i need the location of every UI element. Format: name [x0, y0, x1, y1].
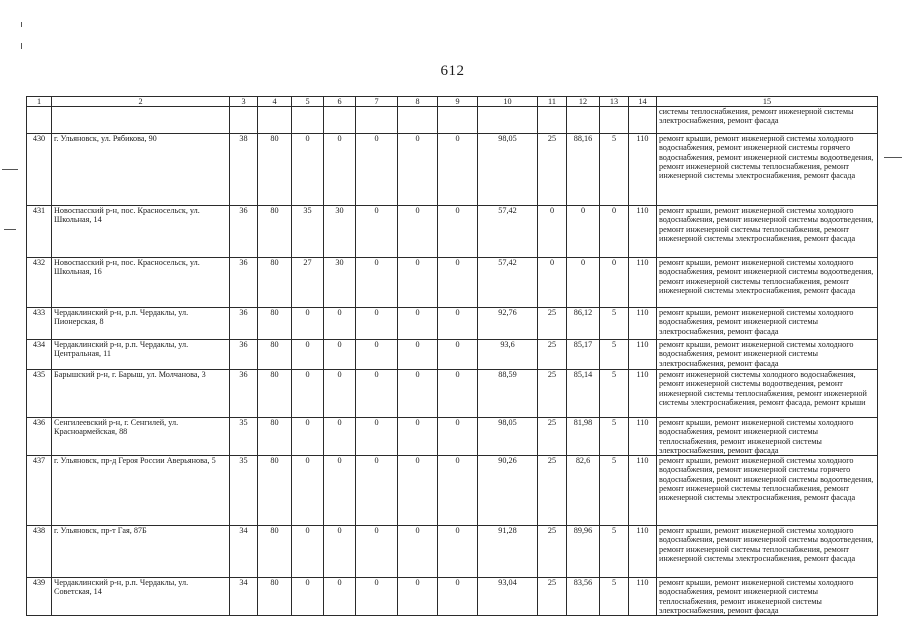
value-cell-c14: 110 — [629, 578, 657, 616]
work-description: ремонт инженерной системы холодного водоснабжения, ремонт инженерной системы водоотведения, ремонт инженерной системы теплоснабжения, ремонт инженерной системы электроснабжения, ремонт фасада, ремонт крыши — [657, 370, 878, 418]
value-cell-c9: 0 — [438, 526, 478, 578]
value-cell-c4: 80 — [258, 418, 292, 456]
value-cell-c12: 83,56 — [567, 578, 600, 616]
address-cell: Новоспасский р-н, пос. Красносельск, ул. Школьная, 16 — [52, 258, 230, 308]
value-cell-c5: 0 — [292, 308, 324, 340]
value-cell-c8: 0 — [398, 526, 438, 578]
value-cell-c5: 0 — [292, 456, 324, 526]
value-cell-c7: 0 — [356, 308, 398, 340]
value-cell-c14: 110 — [629, 418, 657, 456]
work-description: ремонт крыши, ремонт инженерной системы холодного водоснабжения, ремонт инженерной системы водоотведения, ремонт инженерной системы теплоснабжения, ремонт инженерной системы электроснабжения, ремонт фасада — [657, 206, 878, 258]
value-cell-c3: 35 — [230, 456, 258, 526]
value-cell-c3: 36 — [230, 370, 258, 418]
value-cell-c11: 25 — [538, 526, 567, 578]
value-cell-c6: 0 — [324, 370, 356, 418]
work-description: ремонт крыши, ремонт инженерной системы холодного водоснабжения, ремонт инженерной системы электроснабжения, ремонт фасада — [657, 340, 878, 370]
value-cell-c8: 0 — [398, 340, 438, 370]
value-cell-c3: 36 — [230, 308, 258, 340]
column-number-8: 8 — [398, 97, 438, 107]
value-cell-c8: 0 — [398, 258, 438, 308]
value-cell-c4: 80 — [258, 340, 292, 370]
scan-mark — [2, 169, 18, 170]
scan-mark — [21, 22, 22, 27]
value-cell-c12: 89,96 — [567, 526, 600, 578]
value-cell-c7: 0 — [356, 258, 398, 308]
value-cell-c12: 0 — [567, 258, 600, 308]
value-cell-c14: 110 — [629, 134, 657, 206]
work-description: ремонт крыши, ремонт инженерной системы холодного водоснабжения, ремонт инженерной системы водоотведения, ремонт инженерной системы теплоснабжения, ремонт инженерной системы электроснабжения, ремонт фасада — [657, 526, 878, 578]
column-number-15: 15 — [657, 97, 878, 107]
page-number: 612 — [440, 63, 465, 79]
value-cell-c12: 86,12 — [567, 308, 600, 340]
value-cell-c9: 0 — [438, 456, 478, 526]
value-cell-c4: 80 — [258, 370, 292, 418]
work-description: ремонт крыши, ремонт инженерной системы холодного водоснабжения, ремонт инженерной системы горячего водоснабжения, ремонт инженерной системы водоотведения, ремонт инженерной системы теплоснабжения, ремонт инженерной системы электроснабжения, ремонт фасада — [657, 456, 878, 526]
value-cell-c13: 0 — [600, 258, 629, 308]
value-cell-c7: 0 — [356, 578, 398, 616]
column-number-10: 10 — [478, 97, 538, 107]
row-number: 438 — [27, 526, 52, 578]
value-cell-c11: 25 — [538, 340, 567, 370]
work-description: ремонт крыши, ремонт инженерной системы холодного водоснабжения, ремонт инженерной системы водоотведения, ремонт инженерной системы теплоснабжения, ремонт инженерной системы электроснабжения, ремонт фасада — [657, 258, 878, 308]
value-cell-c4: 80 — [258, 456, 292, 526]
value-cell-c13: 5 — [600, 456, 629, 526]
row-number: 436 — [27, 418, 52, 456]
value-cell-c12: 88,16 — [567, 134, 600, 206]
value-cell-c5: 0 — [292, 370, 324, 418]
address-cell: Новоспасский р-н, пос. Красносельск, ул. Школьная, 14 — [52, 206, 230, 258]
address-cell: Чердаклинский р-н, р.п. Чердаклы, ул. Пионерская, 8 — [52, 308, 230, 340]
value-cell-c6: 0 — [324, 456, 356, 526]
value-cell-c13: 5 — [600, 578, 629, 616]
address-cell: г. Ульяновск, пр-д Героя России Аверьянова, 5 — [52, 456, 230, 526]
column-number-5: 5 — [292, 97, 324, 107]
value-cell-c5: 0 — [292, 134, 324, 206]
value-cell-c3: 34 — [230, 526, 258, 578]
row-number: 435 — [27, 370, 52, 418]
value-cell-c8: 0 — [398, 418, 438, 456]
value-cell-c6: 0 — [324, 418, 356, 456]
address-cell: Сенгилеевский р-н, г. Сенгилей, ул. Красноармейская, 88 — [52, 418, 230, 456]
value-cell-c5: 0 — [292, 418, 324, 456]
row-number: 434 — [27, 340, 52, 370]
value-cell-c14: 110 — [629, 526, 657, 578]
column-number-11: 11 — [538, 97, 567, 107]
value-cell-c4: 80 — [258, 526, 292, 578]
value-cell-c14: 110 — [629, 370, 657, 418]
value-cell-c13: 5 — [600, 418, 629, 456]
table-row — [27, 418, 878, 456]
value-cell-c3: 34 — [230, 578, 258, 616]
column-number-3: 3 — [230, 97, 258, 107]
value-cell-c14: 110 — [629, 340, 657, 370]
address-cell: Барышский р-н, г. Барыш, ул. Молчанова, 3 — [52, 370, 230, 418]
value-cell-c10: 93,04 — [478, 578, 538, 616]
value-cell-c5: 0 — [292, 578, 324, 616]
column-number-12: 12 — [567, 97, 600, 107]
address-cell: г. Ульяновск, ул. Рябикова, 90 — [52, 134, 230, 206]
column-number-14: 14 — [629, 97, 657, 107]
value-cell-c13: 0 — [600, 206, 629, 258]
value-cell-c13: 5 — [600, 370, 629, 418]
value-cell-c9: 0 — [438, 134, 478, 206]
value-cell-c12: 85,14 — [567, 370, 600, 418]
value-cell-c10: 98,05 — [478, 134, 538, 206]
table-row — [27, 578, 878, 616]
value-cell-c8: 0 — [398, 578, 438, 616]
value-cell-c9: 0 — [438, 578, 478, 616]
value-cell-c11: 0 — [538, 258, 567, 308]
value-cell-c9: 0 — [438, 418, 478, 456]
address-cell: Чердаклинский р-н, р.п. Чердаклы, ул. Советская, 14 — [52, 578, 230, 616]
value-cell-c5: 27 — [292, 258, 324, 308]
scan-mark — [21, 43, 22, 49]
value-cell-c9: 0 — [438, 308, 478, 340]
work-description: ремонт крыши, ремонт инженерной системы холодного водоснабжения, ремонт инженерной системы теплоснабжения, ремонт инженерной системы электроснабжения, ремонт фасада — [657, 578, 878, 616]
value-cell-c7: 0 — [356, 206, 398, 258]
value-cell-c8: 0 — [398, 370, 438, 418]
value-cell-c3: 36 — [230, 206, 258, 258]
row-number: 431 — [27, 206, 52, 258]
value-cell-c6: 30 — [324, 206, 356, 258]
value-cell-c6: 30 — [324, 258, 356, 308]
column-number-7: 7 — [356, 97, 398, 107]
row-number: 432 — [27, 258, 52, 308]
value-cell-c9: 0 — [438, 370, 478, 418]
table-row — [27, 206, 878, 258]
value-cell-c11: 25 — [538, 134, 567, 206]
table-row — [27, 258, 878, 308]
scan-mark — [4, 229, 16, 230]
value-cell-c3: 38 — [230, 134, 258, 206]
value-cell-c7: 0 — [356, 370, 398, 418]
value-cell-c8: 0 — [398, 206, 438, 258]
value-cell-c10: 93,6 — [478, 340, 538, 370]
scan-mark — [884, 157, 902, 158]
value-cell-c12: 0 — [567, 206, 600, 258]
value-cell-c11: 25 — [538, 418, 567, 456]
value-cell-c13: 5 — [600, 308, 629, 340]
value-cell-c4: 80 — [258, 578, 292, 616]
value-cell-c4: 80 — [258, 258, 292, 308]
value-cell-c8: 0 — [398, 134, 438, 206]
value-cell-c12: 81,98 — [567, 418, 600, 456]
value-cell-c5: 0 — [292, 526, 324, 578]
column-number-2: 2 — [52, 97, 230, 107]
value-cell-c11: 25 — [538, 308, 567, 340]
value-cell-c14: 110 — [629, 456, 657, 526]
value-cell-c12: 85,17 — [567, 340, 600, 370]
work-description: системы теплоснабжения, ремонт инженерной системы электроснабжения, ремонт фасада — [657, 107, 878, 134]
table-row — [27, 526, 878, 578]
work-description: ремонт крыши, ремонт инженерной системы холодного водоснабжения, ремонт инженерной системы теплоснабжения, ремонт инженерной системы электроснабжения, ремонт фасада — [657, 418, 878, 456]
value-cell-c11: 25 — [538, 456, 567, 526]
value-cell-c14: 110 — [629, 308, 657, 340]
column-number-row — [27, 97, 878, 107]
registry-table — [26, 96, 878, 616]
value-cell-c3: 36 — [230, 340, 258, 370]
column-number-4: 4 — [258, 97, 292, 107]
table-row — [27, 340, 878, 370]
value-cell-c5: 35 — [292, 206, 324, 258]
table-row — [27, 134, 878, 206]
row-number: 437 — [27, 456, 52, 526]
value-cell-c7: 0 — [356, 456, 398, 526]
table-row — [27, 456, 878, 526]
value-cell-c11: 0 — [538, 206, 567, 258]
value-cell-c4: 80 — [258, 134, 292, 206]
value-cell-c8: 0 — [398, 456, 438, 526]
row-number: 439 — [27, 578, 52, 616]
value-cell-c9: 0 — [438, 340, 478, 370]
value-cell-c6: 0 — [324, 578, 356, 616]
work-description: ремонт крыши, ремонт инженерной системы холодного водоснабжения, ремонт инженерной системы электроснабжения, ремонт фасада — [657, 308, 878, 340]
value-cell-c9: 0 — [438, 206, 478, 258]
row-number: 430 — [27, 134, 52, 206]
value-cell-c14: 110 — [629, 206, 657, 258]
value-cell-c6: 0 — [324, 308, 356, 340]
value-cell-c4: 80 — [258, 308, 292, 340]
value-cell-c10: 90,26 — [478, 456, 538, 526]
value-cell-c11: 25 — [538, 370, 567, 418]
value-cell-c9: 0 — [438, 258, 478, 308]
value-cell-c13: 5 — [600, 134, 629, 206]
continuation-row — [27, 107, 878, 134]
value-cell-c10: 57,42 — [478, 258, 538, 308]
row-number: 433 — [27, 308, 52, 340]
table-row — [27, 308, 878, 340]
value-cell-c10: 88,59 — [478, 370, 538, 418]
column-number-13: 13 — [600, 97, 629, 107]
value-cell-c11: 25 — [538, 578, 567, 616]
value-cell-c6: 0 — [324, 134, 356, 206]
value-cell-c7: 0 — [356, 340, 398, 370]
column-number-6: 6 — [324, 97, 356, 107]
value-cell-c6: 0 — [324, 340, 356, 370]
value-cell-c3: 35 — [230, 418, 258, 456]
table-row — [27, 370, 878, 418]
value-cell-c13: 5 — [600, 340, 629, 370]
value-cell-c7: 0 — [356, 526, 398, 578]
value-cell-c7: 0 — [356, 418, 398, 456]
value-cell-c10: 57,42 — [478, 206, 538, 258]
value-cell-c3: 36 — [230, 258, 258, 308]
work-description: ремонт крыши, ремонт инженерной системы холодного водоснабжения, ремонт инженерной системы горячего водоснабжения, ремонт инженерной системы водоотведения, ремонт инженерной системы теплоснабжения, ремонт инженерной системы электроснабжения, ремонт фасада — [657, 134, 878, 206]
column-number-1: 1 — [27, 97, 52, 107]
value-cell-c5: 0 — [292, 340, 324, 370]
value-cell-c14: 110 — [629, 258, 657, 308]
value-cell-c4: 80 — [258, 206, 292, 258]
value-cell-c10: 91,28 — [478, 526, 538, 578]
value-cell-c12: 82,6 — [567, 456, 600, 526]
address-cell: Чердаклинский р-н, р.п. Чердаклы, ул. Центральная, 11 — [52, 340, 230, 370]
value-cell-c10: 98,05 — [478, 418, 538, 456]
address-cell: г. Ульяновск, пр-т Гая, 87Б — [52, 526, 230, 578]
value-cell-c8: 0 — [398, 308, 438, 340]
column-number-9: 9 — [438, 97, 478, 107]
value-cell-c13: 5 — [600, 526, 629, 578]
value-cell-c7: 0 — [356, 134, 398, 206]
value-cell-c10: 92,76 — [478, 308, 538, 340]
value-cell-c6: 0 — [324, 526, 356, 578]
